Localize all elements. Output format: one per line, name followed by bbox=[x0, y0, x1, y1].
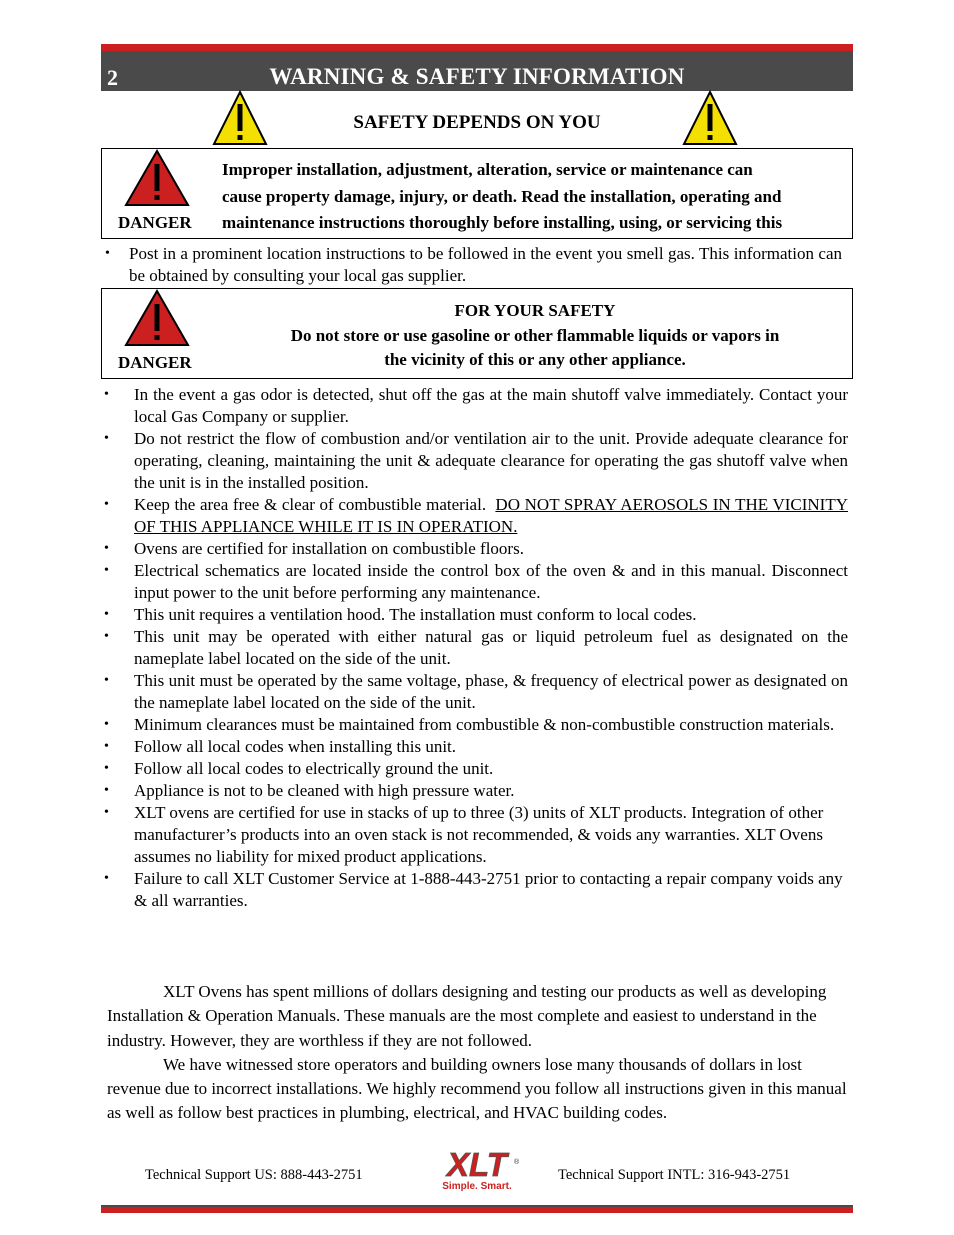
list-item: • Do not restrict the flow of combustion and/or ventilation air to the unit. Provide adequate clearance for operating, cleaning, maintaining the unit & adequate clearance for operating the gas shutoff valve when the unit is in the installed position. bbox=[101, 428, 848, 494]
danger-triangle-icon bbox=[124, 149, 190, 207]
safety-message-line: the vicinity of this or any other appliance. bbox=[384, 350, 686, 369]
page-title: WARNING & SAFETY INFORMATION bbox=[269, 64, 685, 89]
safety-message-title: FOR YOUR SAFETY bbox=[454, 301, 616, 320]
gas-smell-bullet-list bbox=[102, 243, 842, 286]
danger-notice-box bbox=[101, 148, 853, 239]
logo-wordmark: XLT bbox=[447, 1146, 507, 1183]
list-item: • This unit may be operated with either natural gas or liquid petroleum fuel as designated on the nameplate label located on the side of the unit. bbox=[101, 626, 848, 670]
safety-message bbox=[242, 299, 828, 373]
list-item-text: Keep the area free & clear of combustible material. bbox=[134, 495, 487, 514]
paragraph: We have witnessed store operators and building owners lose many thousands of dollars in lost revenue due to incorrect installations. We highly recommend you follow all instructions given in this manual as well as follow best practices in plumbing, electrical, and HVAC building codes. bbox=[107, 1054, 847, 1123]
list-item: • Follow all local codes when installing this unit. bbox=[101, 736, 848, 758]
support-intl-text: Technical Support INTL: 316-943-2751 bbox=[558, 1167, 791, 1183]
footer-bar bbox=[101, 1205, 853, 1213]
list-item: • Minimum clearances must be maintained from combustible & non-combustible construction materials. bbox=[101, 714, 848, 736]
safety-bullet-list bbox=[101, 384, 848, 912]
safety-message-line: Do not store or use gasoline or other flammable liquids or vapors in bbox=[290, 325, 780, 345]
list-item: • This unit must be operated by the same voltage, phase, & frequency of electrical power as designated on the nameplate label located on the side of the unit. bbox=[101, 670, 848, 714]
section-subheading: SAFETY DEPENDS ON YOU bbox=[353, 112, 601, 133]
danger-triangle-icon bbox=[124, 289, 190, 347]
list-item: • This unit requires a ventilation hood. The installation must conform to local codes. bbox=[101, 604, 848, 626]
danger-label: DANGER bbox=[118, 353, 192, 372]
danger-message bbox=[222, 157, 848, 237]
list-item: • In the event a gas odor is detected, shut off the gas at the main shutoff valve immediately. Contact your local Gas Company or supplier. bbox=[101, 384, 848, 428]
warning-triangle-icon bbox=[212, 90, 268, 146]
danger-message-line: Improper installation, adjustment, alteration, service or maintenance can bbox=[222, 160, 753, 179]
aerosol-warning: DO NOT SPRAY AEROSOLS IN THE VICINITY OF THIS APPLIANCE WHILE IT IS IN OPERATION. bbox=[134, 495, 848, 536]
list-item: • Post in a prominent location instructions to be followed in the event you smell gas. This information can be obtained by consulting your local gas supplier. bbox=[102, 243, 842, 286]
danger-notice-box bbox=[101, 288, 853, 379]
logo-trademark: ® bbox=[514, 1159, 520, 1166]
danger-label: DANGER bbox=[118, 213, 192, 232]
list-item: • Failure to call XLT Customer Service at 1-888-443-2751 prior to contacting a repair company voids any & all warranties. bbox=[101, 868, 848, 912]
closing-paragraphs bbox=[107, 980, 849, 1126]
danger-message-line: cause property damage, injury, or death. Read the installation, operating and bbox=[222, 186, 782, 206]
list-item: • Electrical schematics are located inside the control box of the oven & and in this manual. Disconnect input power to the unit before performing any maintenance. bbox=[101, 560, 848, 604]
list-item: • Follow all local codes to electrically ground the unit. bbox=[101, 758, 848, 780]
logo-tagline: Simple. Smart. bbox=[442, 1181, 512, 1192]
page-number: 2 bbox=[107, 65, 118, 90]
warning-triangle-icon bbox=[682, 90, 738, 146]
list-item bbox=[101, 494, 848, 538]
paragraph: XLT Ovens has spent millions of dollars designing and testing our products as well as developing Installation & Operation Manuals. These manuals are the most complete and easiest to understand in the industry. However, they are worthless if they are not followed. bbox=[107, 982, 827, 1050]
list-item: • Appliance is not to be cleaned with high pressure water. bbox=[101, 780, 848, 802]
list-item: • Ovens are certified for installation on combustible floors. bbox=[101, 538, 848, 560]
section-header-bar bbox=[101, 44, 853, 91]
list-item: • XLT ovens are certified for use in stacks of up to three (3) units of XLT products. Integration of other manufacturer’s products into an oven stack is not recommended, & voids any warranties. XLT Ovens assumes no liability for mixed product applications. bbox=[101, 802, 848, 868]
support-us-text: Technical Support US: 888-443-2751 bbox=[145, 1167, 363, 1183]
xlt-logo bbox=[428, 1144, 526, 1192]
danger-message-line: maintenance instructions thoroughly before installing, using, or servicing this bbox=[222, 213, 783, 232]
